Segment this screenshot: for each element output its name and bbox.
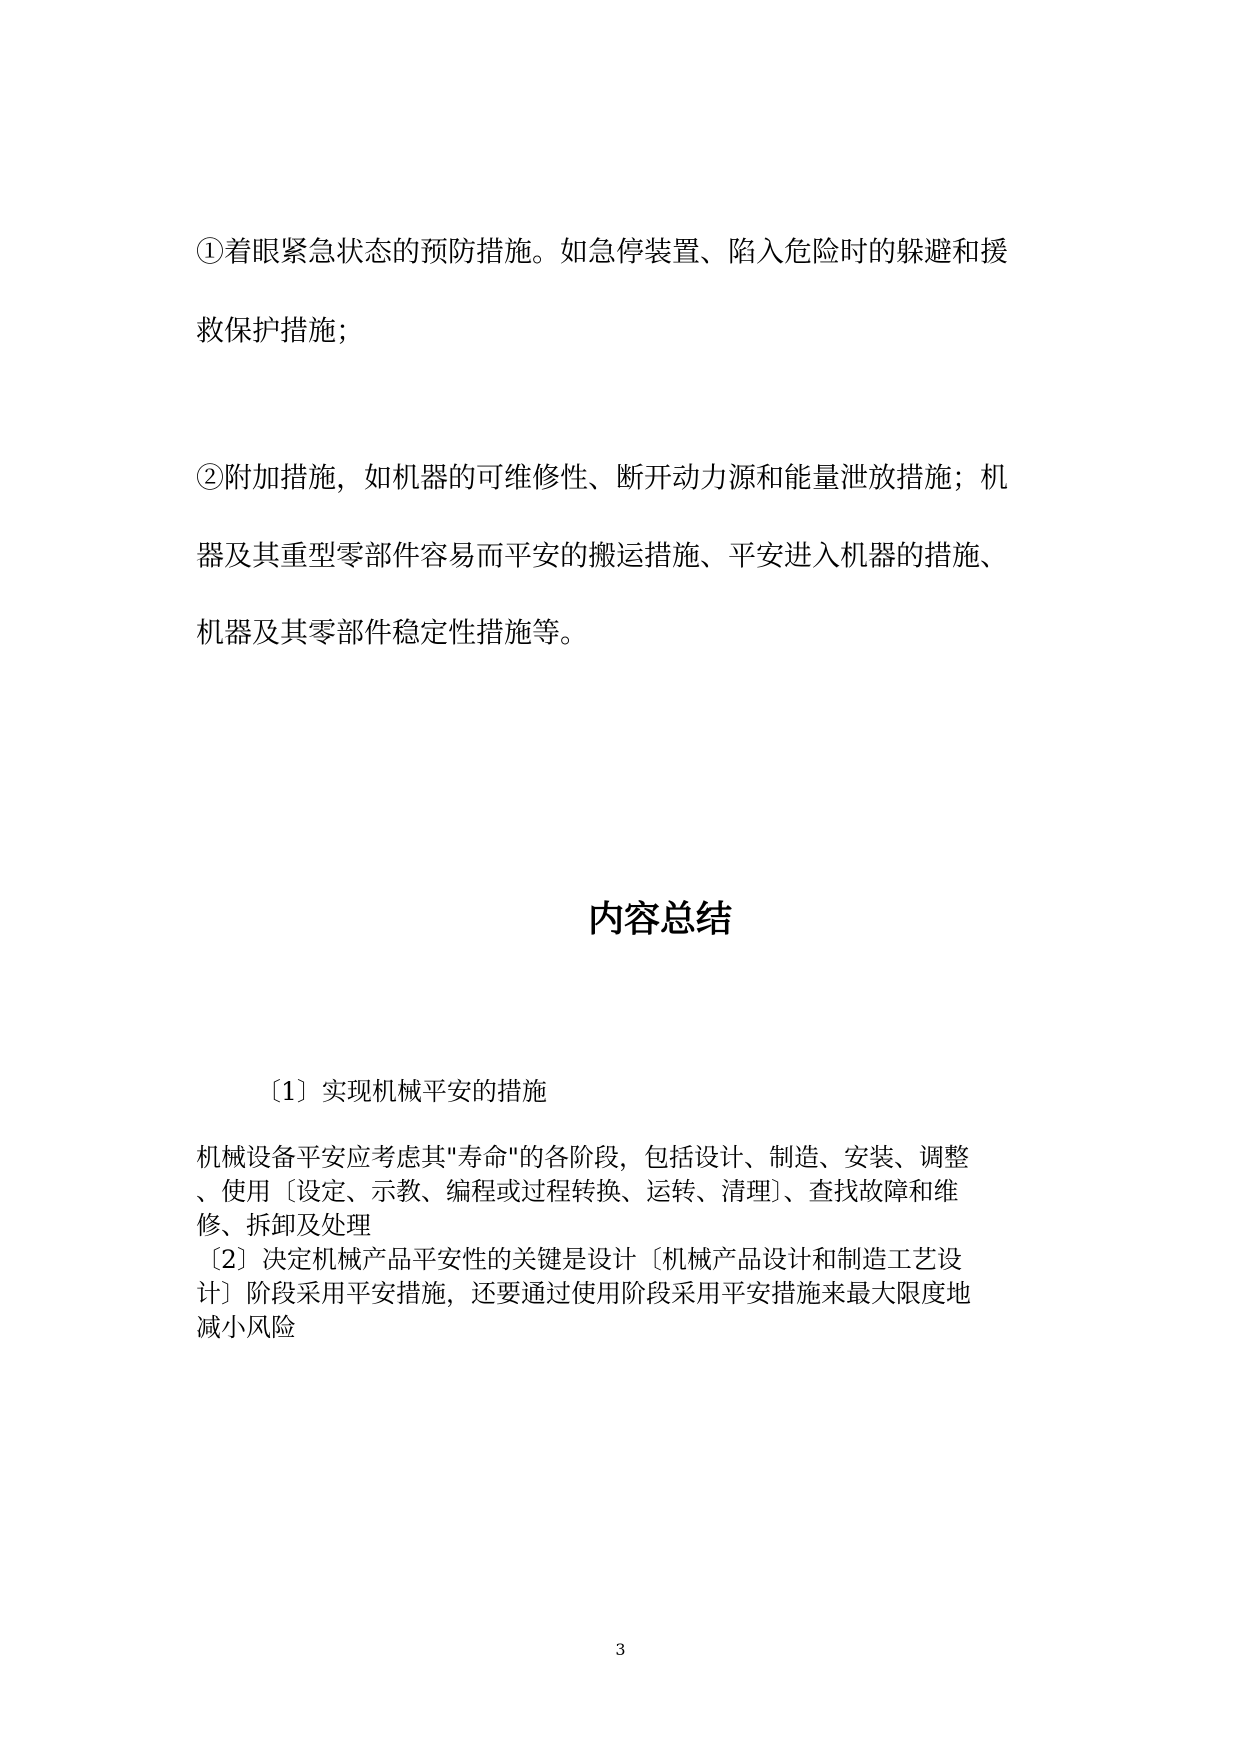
summary-title: 内容总结 [587,899,732,940]
summary-point-1-line-2: 、使用〔设定、示教、编程或过程转换、运转、清理〕、查找故障和维 [196,1177,959,1206]
summary-point-2-line-3: 减小风险 [196,1313,297,1342]
summary-point-1-heading: 〔1〕实现机械平安的措施 [256,1077,547,1106]
measure-2-line-1: ②附加措施，如机器的可维修性、断开动力源和能量泄放措施；机 [196,461,1009,494]
measure-2-line-3: 机器及其零部件稳定性措施等。 [196,616,589,649]
measure-2-line-2: 器及其重型零部件容易而平安的搬运措施、平安进入机器的措施、 [196,539,1009,572]
summary-point-1-line-1: 机械设备平安应考虑其"寿命"的各阶段，包括设计、制造、安装、调整 [196,1143,970,1172]
measure-1-line-1: ①着眼紧急状态的预防措施。如急停装置、陷入危险时的躲避和援 [196,235,1009,268]
measure-1-line-2: 救保护措施； [196,314,365,347]
summary-point-2-line-2: 计〕阶段采用平安措施，还要通过使用阶段采用平安措施来最大限度地 [196,1279,972,1308]
summary-point-1-line-3: 修、拆卸及处理 [196,1211,372,1240]
summary-point-2-line-1: 〔2〕决定机械产品平安性的关键是设计〔机械产品设计和制造工艺设 [196,1245,962,1274]
page-number: 3 [615,1640,626,1659]
